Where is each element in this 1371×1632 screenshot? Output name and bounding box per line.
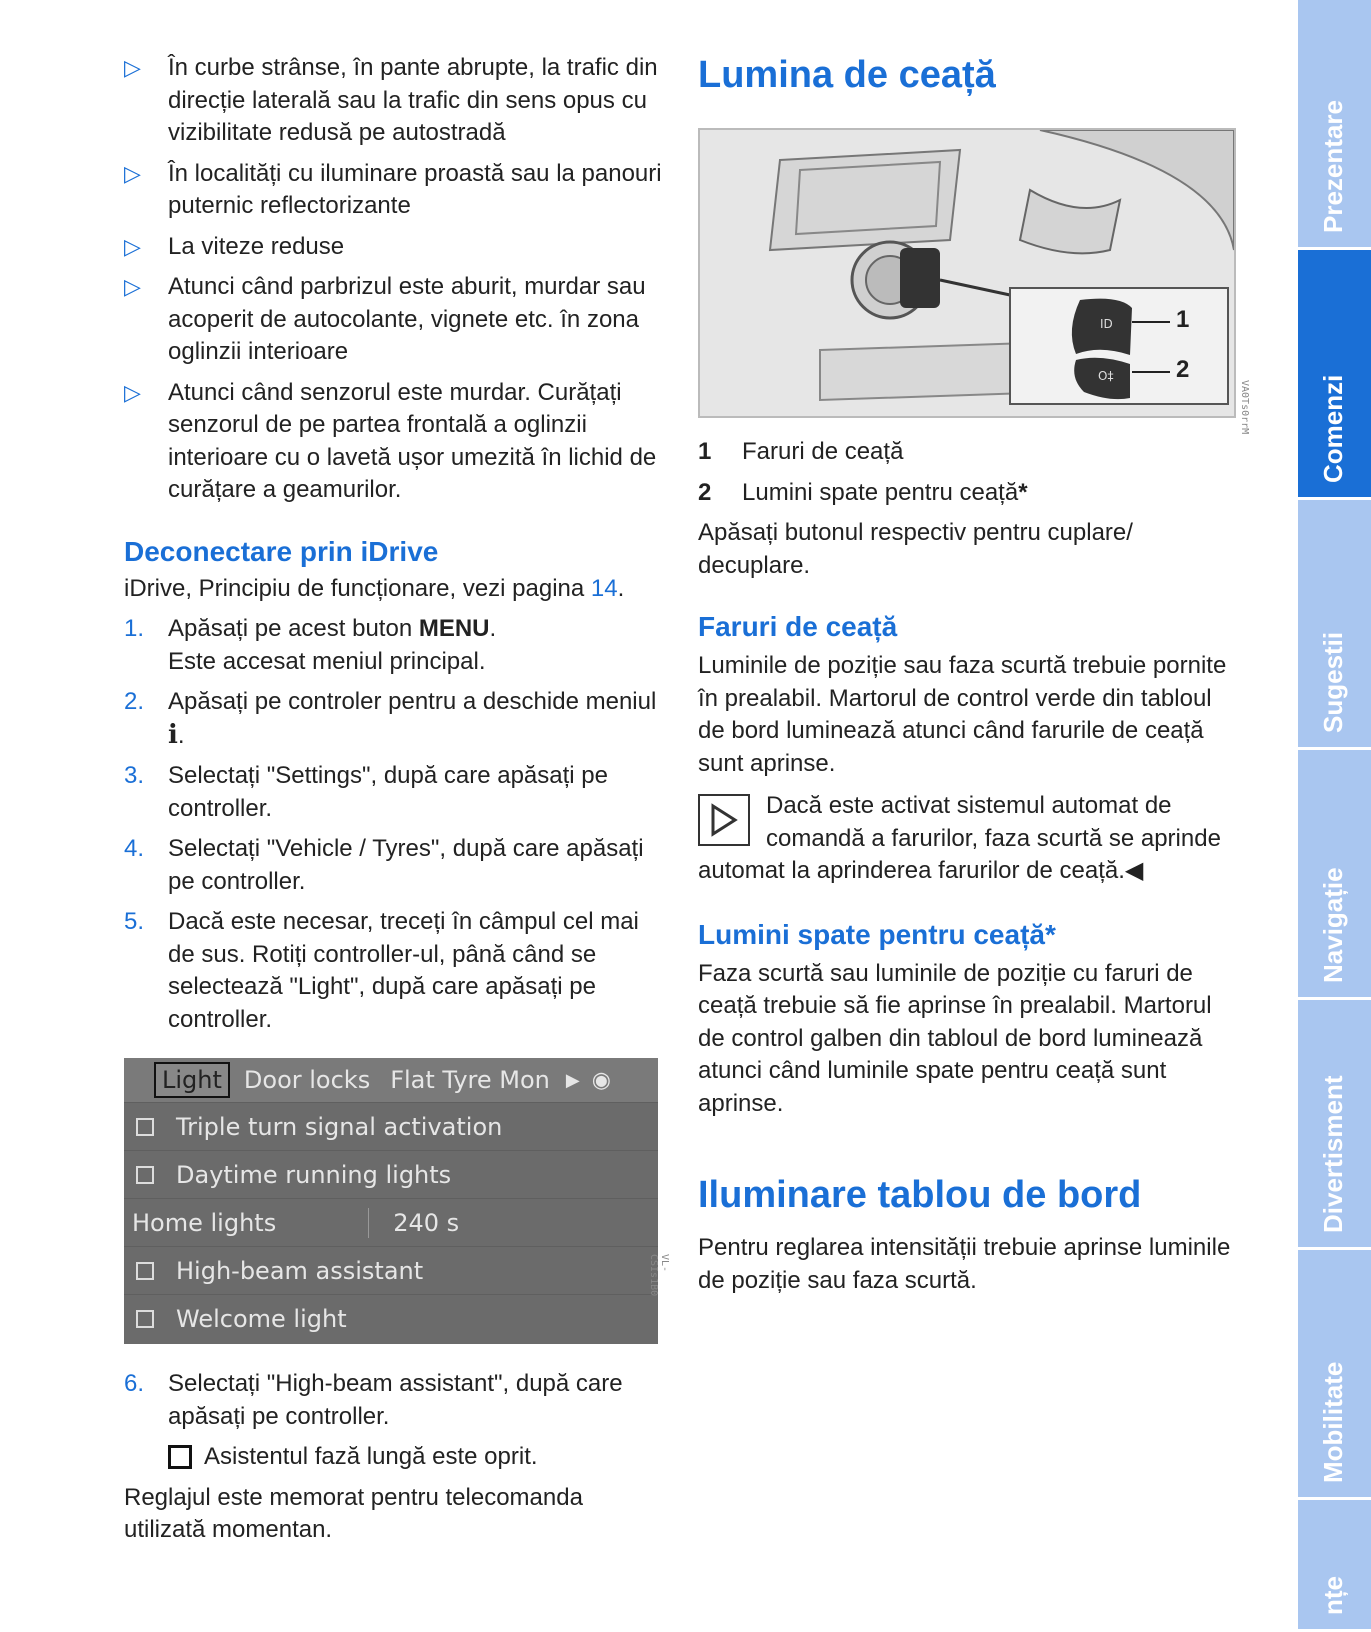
figure-legend: [698, 436, 1238, 509]
arrow-right-icon: ▶: [565, 1069, 580, 1091]
idrive-screenshot: [124, 1058, 670, 1344]
step-list: [124, 613, 664, 1036]
bullet-arrow-icon: ▷: [124, 274, 141, 299]
fog-headlights-text: Luminile de poziție sau faza scurtă trebuie pornite în prealabil. Martorul de control verde din tabloul de bord luminează atunci când farurile de ceață sunt aprinse.: [698, 652, 1227, 777]
svg-text:O‡: O‡: [1098, 369, 1114, 383]
checkbox-icon: [136, 1166, 154, 1184]
checkbox-icon: [136, 1310, 154, 1328]
bullet-item: ▷ În curbe strânse, în pante abrupte, la trafic din direcție laterală sau la trafic din sens opus cu vizibilitate redusă pe autostradă: [124, 52, 664, 150]
callout-1: 1: [1176, 306, 1190, 333]
info-icon: i: [168, 719, 178, 750]
controller-icon: ◉: [591, 1067, 611, 1093]
checkbox-icon: [136, 1262, 154, 1280]
figure-code: VA0Ts0rrM: [1239, 380, 1250, 435]
step-6-note: Asistentul fază lungă este oprit.: [168, 1441, 664, 1474]
chapter-tab-6[interactable]: nțe: [1298, 1500, 1371, 1632]
chapter-tab-2[interactable]: Sugestii: [1298, 500, 1371, 750]
step-item: 5. Dacă este necesar, treceți în câmpul cel mai de sus. Rotiți controller-ul, până când se selectează "Light", după care apăsați pe controller.: [124, 908, 639, 1033]
step-item: 3. Selectați "Settings", după care apăsați pe controller.: [124, 762, 608, 822]
title-fog-lights: Lumina de ceață: [698, 54, 996, 96]
chapter-tab-0[interactable]: Prezentare: [1298, 0, 1371, 250]
callout-2: 2: [1176, 356, 1190, 383]
right-column: [698, 52, 1250, 1297]
checkbox-icon: [136, 1118, 154, 1136]
step-item: 1. Apăsați pe acest buton MENU. Este accesat meniul principal.: [124, 615, 497, 675]
heading-rear-fog: Lumini spate pentru ceață*: [698, 918, 1056, 950]
bullet-item: ▷ Atunci când parbrizul este aburit, murdar sau acoperit de autocolante, vignete etc. în zona oglinzii interioare: [124, 271, 664, 369]
bullet-list: [124, 52, 664, 507]
bullet-item: ▷ În localități cu iluminare proastă sau la panouri puternic reflectorizante: [124, 158, 664, 223]
heading-fog-headlights: Faruri de ceață: [698, 611, 898, 642]
chapter-tab-1[interactable]: Comenzi: [1298, 250, 1371, 500]
section-heading-idrive: Deconectare prin iDrive: [124, 535, 439, 567]
screen-tab-flat-tyre: Flat Tyre Mon: [390, 1066, 550, 1094]
bullet-arrow-icon: ▷: [124, 160, 141, 186]
step-item: 4. Selectați "Vehicle / Tyres", după care apăsați pe controller.: [124, 835, 644, 895]
press-text: Apăsați butonul respectiv pentru cuplare/ decuplare.: [698, 519, 1133, 579]
intro-text: iDrive, Principiu de funcționare, vezi pagina 14.: [124, 574, 625, 602]
note-block: [698, 790, 1238, 888]
bullet-item: ▷ Atunci când senzorul este murdar. Curățați senzorul de pe partea frontală a oglinzii interioare cu o lavetă ușor umezită în lichid de curățare a geamurilor.: [124, 377, 664, 507]
image-code: VL-CSIs1B0: [648, 1254, 670, 1297]
svg-text:ID: ID: [1100, 317, 1113, 331]
chapter-tab-3[interactable]: Navigație: [1298, 750, 1371, 1000]
legend-item: 2 Lumini spate pentru ceață*: [698, 478, 1028, 506]
note-play-icon: [698, 794, 750, 846]
bullet-arrow-icon: ▷: [124, 379, 141, 405]
bullet-item: ▷ La viteze reduse: [124, 231, 664, 264]
left-column: [124, 52, 670, 1547]
screen-tab-bar: [124, 1058, 658, 1102]
bullet-arrow-icon: ▷: [124, 55, 141, 80]
closing-text: Reglajul este memorat pentru telecomanda utilizată momentan.: [124, 1483, 583, 1543]
home-lights-value: 240 s: [393, 1208, 460, 1237]
bullet-arrow-icon: ▷: [124, 233, 141, 259]
screen-menu-row: Triple turn signal activation: [124, 1102, 658, 1150]
checkbox-icon: [168, 1445, 192, 1469]
page-link[interactable]: 14: [590, 574, 618, 602]
note-text: Dacă este activat sistemul automat de comandă a farurilor, faza scurtă se aprinde automat la aprinderea farurilor de ceață.◀: [698, 792, 1221, 884]
screen-menu-row: High-beam assistant: [124, 1246, 658, 1294]
chapter-tab-5[interactable]: Mobilitate: [1298, 1250, 1371, 1500]
legend-item: 1 Faruri de ceață: [698, 438, 904, 465]
screen-menu-row: Home lights 240 s: [124, 1198, 658, 1246]
step-6: 6. Selectați "High-beam assistant", după care apăsați pe controller.: [124, 1370, 623, 1430]
chapter-tab-4[interactable]: Divertisment: [1298, 1000, 1371, 1250]
screen-menu-row: Welcome light: [124, 1294, 658, 1342]
menu-label: MENU: [418, 615, 490, 642]
fog-light-figure: [698, 128, 1236, 418]
end-mark-icon: ◀: [1124, 857, 1144, 884]
dashboard-lighting-text: Pentru reglarea intensității trebuie aprinse luminile de poziție sau faza scurtă.: [698, 1234, 1231, 1294]
step-item: 2. Apăsați pe controler pentru a deschide meniul i.: [124, 688, 657, 750]
screen-menu-row: Daytime running lights: [124, 1150, 658, 1198]
rear-fog-text: Faza scurtă sau luminile de poziție cu faruri de ceață trebuie să fie aprinse în prealabil. Martorul de control galben din tabloul de bord luminează atunci când luminile spate pentru ceață sunt aprinse.: [698, 959, 1212, 1117]
screen-rows: [124, 1102, 658, 1342]
screen-tab-light: Light: [154, 1062, 230, 1098]
dashboard-illustration: [700, 130, 1234, 416]
title-dashboard-lighting: Iluminare tablou de bord: [698, 1174, 1142, 1216]
screen-tab-door-locks: Door locks: [243, 1066, 371, 1094]
